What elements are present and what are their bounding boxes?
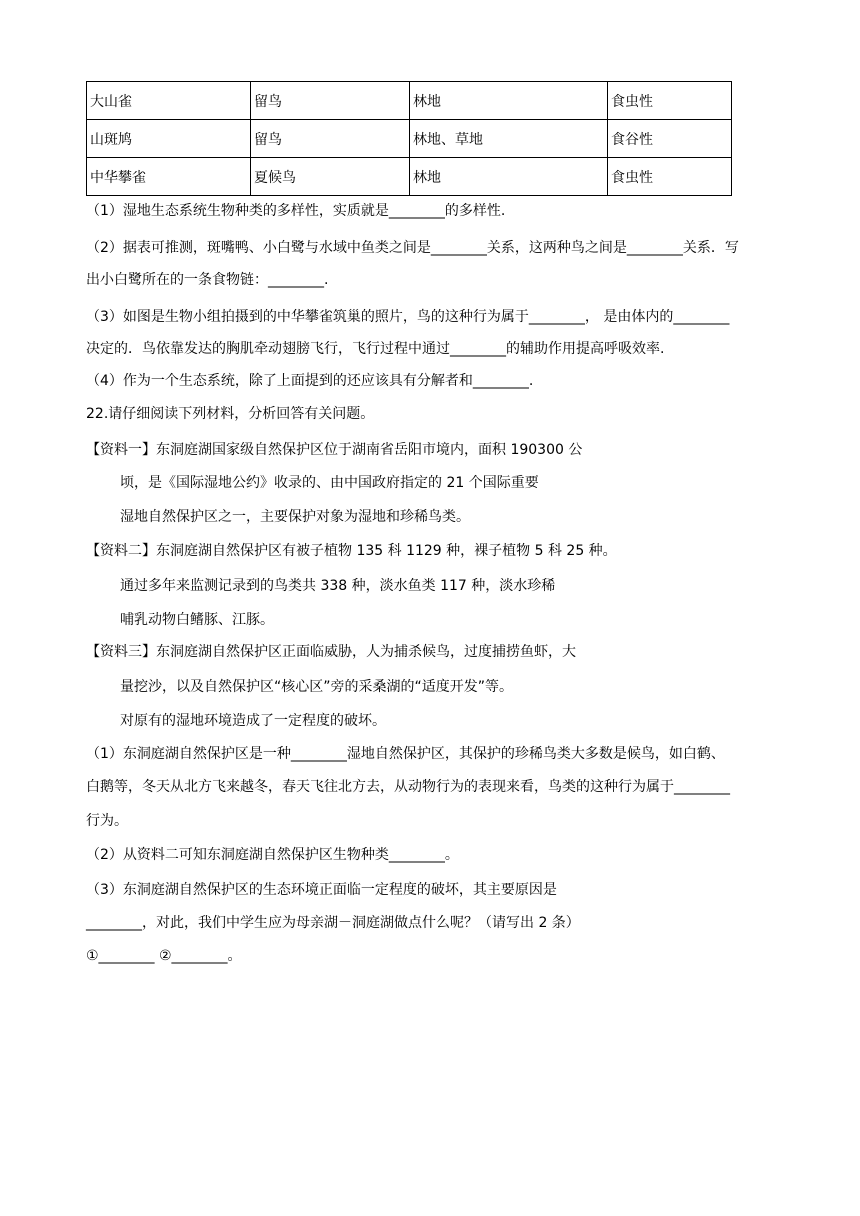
table-row (87, 120, 732, 158)
material-2-line-1: 【资料二】东洞庭湖自然保护区有被子植物 135 科 1129 种，裸子植物 5 科 25 种。 (86, 543, 617, 559)
table-cell: 食虫性 (608, 82, 732, 120)
q22-1-line-3: 行为。 (86, 813, 128, 829)
material-1-line-1: 【资料一】东洞庭湖国家级自然保护区位于湖南省岳阳市境内，面积 190300 公 (86, 442, 583, 458)
material-3-line-3: 对原有的湿地环境造成了一定程度的破坏。 (120, 713, 386, 729)
question-22-heading: 22.请仔细阅读下列材料，分析回答有关问题。 (86, 406, 375, 422)
q22-1-line-2: 白鹅等，冬天从北方飞来越冬，春天飞往北方去，从动物行为的表现来看，鸟类的这种行为属于________ (86, 779, 730, 795)
question-4: （4）作为一个生态系统，除了上面提到的还应该具有分解者和________. (86, 373, 534, 389)
material-1-line-2: 顷，是《国际湿地公约》收录的、由中国政府指定的 21 个国际重要 (120, 475, 539, 491)
table-cell: 林地 (410, 82, 608, 120)
question-2-line-1: （2）据表可推测，斑嘴鸭、小白鹭与水域中鱼类之间是________关系，这两种鸟之间是________关系．写 (86, 240, 739, 256)
material-3-line-1: 【资料三】东洞庭湖自然保护区正面临威胁，人为捕杀候鸟，过度捕捞鱼虾，大 (86, 644, 576, 660)
table-row (87, 82, 732, 120)
q22-3-line-2: ________，对此，我们中学生应为母亲湖－洞庭湖做点什么呢？（请写出 2 条） (86, 915, 580, 931)
table-cell: 中华攀雀 (87, 158, 251, 196)
table-cell: 食虫性 (608, 158, 732, 196)
q22-3-line-1: （3）东洞庭湖自然保护区的生态环境正面临一定程度的破坏，其主要原因是 (86, 882, 557, 898)
q22-2: （2）从资料二可知东洞庭湖自然保护区生物种类________。 (86, 847, 459, 863)
q22-3-answers: ①________ ②________。 (86, 948, 242, 964)
bird-table (86, 81, 732, 196)
question-3-line-1: （3）如图是生物小组拍摄到的中华攀雀筑巢的照片，鸟的这种行为属于________， 是由体内的________ (86, 309, 730, 325)
table-cell: 留鸟 (251, 82, 410, 120)
table-cell: 留鸟 (251, 120, 410, 158)
question-1: （1）湿地生态系统生物种类的多样性，实质就是________的多样性. (86, 203, 506, 219)
material-2-line-2: 通过多年来监测记录到的鸟类共 338 种，淡水鱼类 117 种，淡水珍稀 (120, 578, 556, 594)
table-cell: 林地、草地 (410, 120, 608, 158)
material-2-line-3: 哺乳动物白鳍豚、江豚。 (120, 612, 274, 628)
q22-1-line-1: （1）东洞庭湖自然保护区是一种________湿地自然保护区，其保护的珍稀鸟类大多数是候鸟，如白鹤、 (86, 746, 725, 762)
table-cell: 大山雀 (87, 82, 251, 120)
material-1-line-3: 湿地自然保护区之一，主要保护对象为湿地和珍稀鸟类。 (120, 509, 470, 525)
table-cell: 夏候鸟 (251, 158, 410, 196)
material-3-line-2: 量挖沙，以及自然保护区“核心区”旁的采桑湖的“适度开发”等。 (120, 679, 514, 695)
question-2-line-2: 出小白鹭所在的一条食物链：________. (86, 272, 329, 288)
table-row (87, 158, 732, 196)
table-cell: 林地 (410, 158, 608, 196)
table-cell: 食谷性 (608, 120, 732, 158)
table-cell: 山斑鸠 (87, 120, 251, 158)
question-3-line-2: 决定的．鸟依靠发达的胸肌牵动翅膀飞行，飞行过程中通过________的辅助作用提高呼吸效率. (86, 341, 665, 357)
